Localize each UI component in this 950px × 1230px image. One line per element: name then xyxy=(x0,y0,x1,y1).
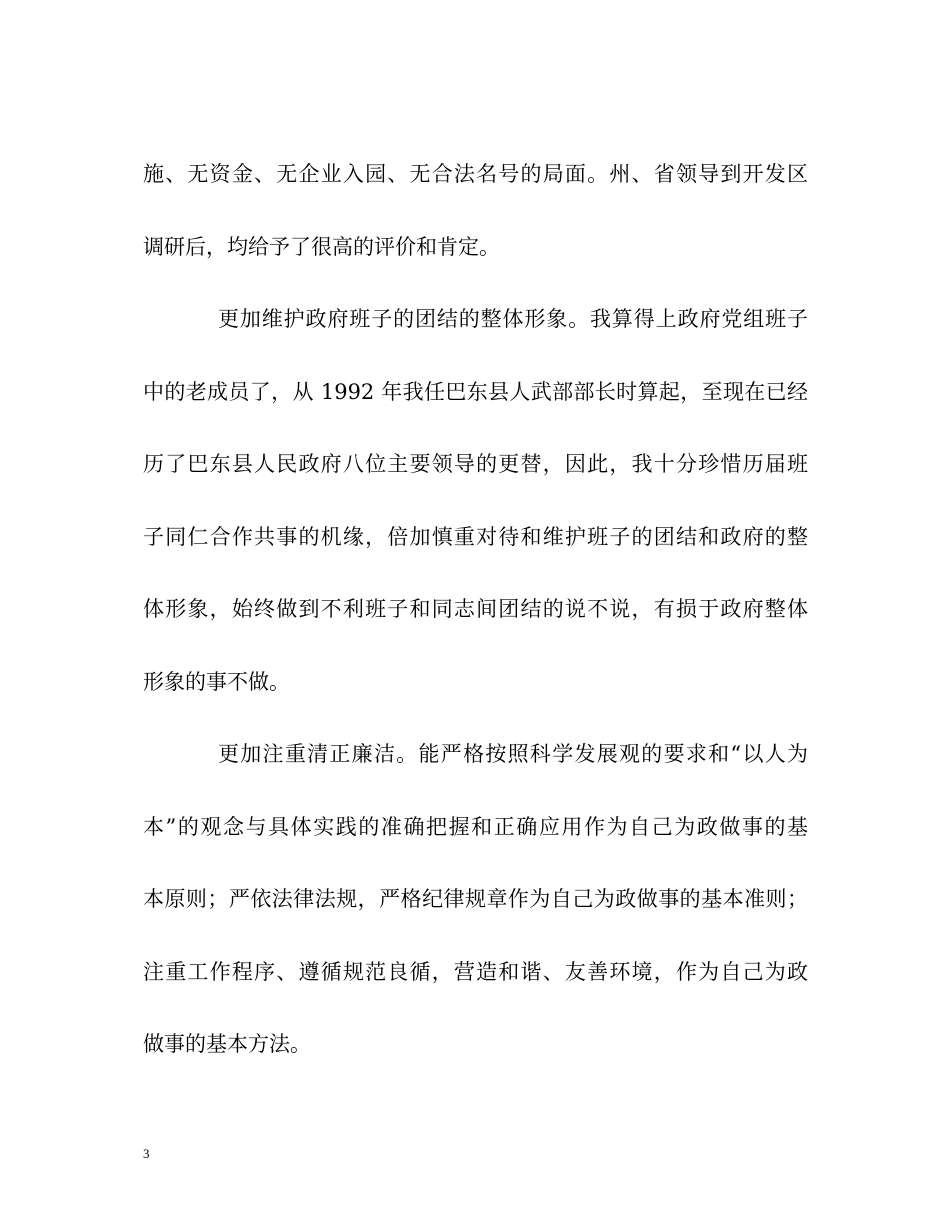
text-line: 施、无资金、无企业入园、无合法名号的局面。州、省领导到开发区 xyxy=(143,162,808,186)
text-line: 中的老成员了，从 1992 年我任巴东县人武部部长时算起，至现在已经 xyxy=(143,379,808,404)
text-line: 本”的观念与具体实践的准确把握和正确应用作为自己为政做事的基 xyxy=(143,814,808,839)
text-line: 形象的事不做。 xyxy=(143,669,290,694)
text-line: 更加注重清正廉洁。能严格按照科学发展观的要求和“以人为 xyxy=(218,742,808,766)
text-line: 调研后，均给予了很高的评价和肯定。 xyxy=(143,234,500,259)
text-line: 历了巴东县人民政府八位主要领导的更替，因此，我十分珍惜历届班 xyxy=(143,452,808,476)
text-line: 子同仁合作共事的机缘，倍加慎重对待和维护班子的团结和政府的整 xyxy=(143,524,808,549)
text-line: 注重工作程序、遵循规范良循，营造和谐、友善环境，作为自己为政 xyxy=(143,959,808,984)
page-number: 3 xyxy=(143,1146,150,1161)
text-line: 做事的基本方法。 xyxy=(143,1032,311,1056)
text-line: 体形象，始终做到不利班子和同志间团结的说不说，有损于政府整体 xyxy=(143,597,808,621)
text-line: 本原则；严依法律法规，严格纪律规章作为自己为政做事的基本准则； xyxy=(143,887,808,911)
body-text xyxy=(143,138,808,1081)
text-line: 更加维护政府班子的团结的整体形象。我算得上政府党组班子 xyxy=(218,307,808,331)
